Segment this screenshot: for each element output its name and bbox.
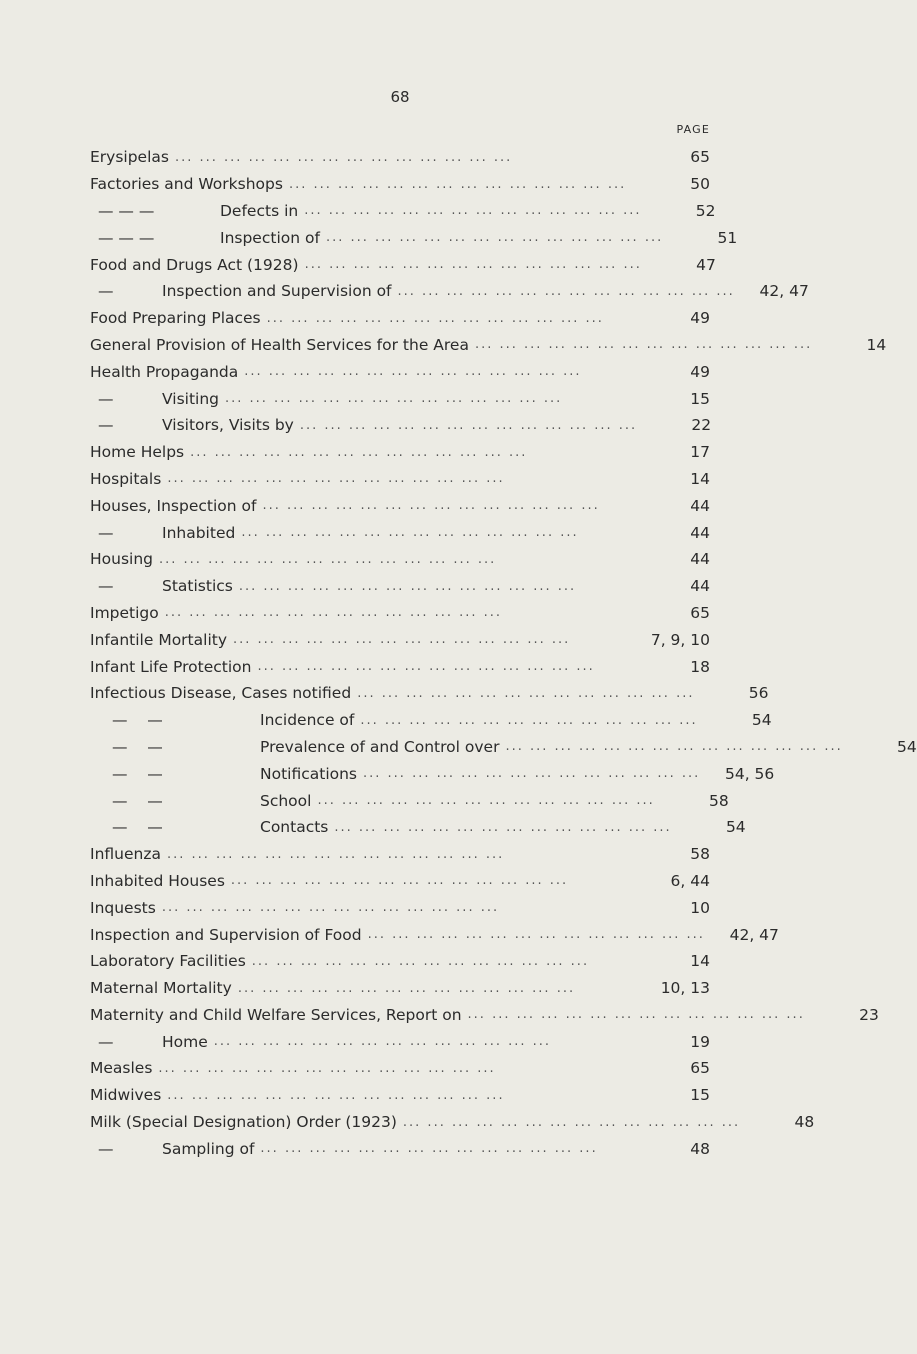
dot-leader: ... ... ... ... ... ... ... ... ... ... ... ... ... ... <box>505 739 843 755</box>
entry-page-numbers: 54, 56 <box>724 764 775 783</box>
dot-leader: ... ... ... ... ... ... ... ... ... ... ... ... ... ... <box>397 283 735 299</box>
dot-leader: ... ... ... ... ... ... ... ... ... ... ... ... ... ... <box>244 364 582 380</box>
index-entry <box>90 305 710 332</box>
entry-label: Home Helps <box>90 443 185 462</box>
dot-leader: ... ... ... ... ... ... ... ... ... ... ... ... ... ... <box>167 471 505 487</box>
entry-label: Health Propaganda <box>90 362 239 381</box>
entry-ditto-dash: — — — <box>98 228 155 247</box>
dot-leader: ... ... ... ... ... ... ... ... ... ... ... ... ... ... <box>317 793 655 809</box>
entry-label: Influenza <box>90 845 161 864</box>
entry-page-numbers: 51 <box>717 228 738 247</box>
entry-page-numbers: 17 <box>690 443 710 462</box>
index-entry <box>90 332 887 359</box>
dot-leader: ... ... ... ... ... ... ... ... ... ... ... ... ... ... <box>288 176 627 192</box>
entry-label: Infectious Disease, Cases notified <box>90 684 352 703</box>
entry-ditto-dash: — <box>98 1032 114 1051</box>
entry-page-numbers: 44 <box>690 523 710 542</box>
dot-leader: ... ... ... ... ... ... ... ... ... ... ... ... ... ... <box>237 980 576 996</box>
index-entry <box>90 492 710 519</box>
page-column-heading: PAGE <box>676 123 710 136</box>
dot-leader: ... ... ... ... ... ... ... ... ... ... ... ... ... ... <box>402 1114 741 1130</box>
entry-page-numbers: 47 <box>696 255 716 274</box>
index-entry <box>90 760 775 787</box>
entry-label: Maternity and Child Welfare Services, Report on <box>90 1005 462 1024</box>
index-entry <box>90 680 769 707</box>
entry-label: Statistics <box>162 577 233 596</box>
entry-label: Laboratory Facilities <box>90 952 246 971</box>
entry-label: Inspection of <box>220 228 320 247</box>
index-entry <box>90 1028 710 1055</box>
entry-label: Sampling of <box>162 1139 255 1158</box>
index-entry <box>90 841 710 868</box>
dot-leader: ... ... ... ... ... ... ... ... ... ... ... ... ... ... <box>238 578 577 594</box>
entry-page-numbers: 42, 47 <box>729 925 779 944</box>
index-entry <box>90 466 710 493</box>
entry-label: Infantile Mortality <box>90 630 227 649</box>
dot-leader: ... ... ... ... ... ... ... ... ... ... ... ... ... ... <box>241 525 579 541</box>
index-entry <box>90 921 779 948</box>
entry-label: Home <box>162 1032 208 1051</box>
index-entry <box>90 439 710 466</box>
entry-page-numbers: 52 <box>695 201 716 220</box>
entry-page-numbers: 54 <box>751 711 772 730</box>
page-number: 68 <box>390 88 410 106</box>
dot-leader: ... ... ... ... ... ... ... ... ... ... ... ... ... ... <box>161 900 500 916</box>
index-entry <box>90 868 710 895</box>
dot-leader: ... ... ... ... ... ... ... ... ... ... ... ... ... ... <box>158 1060 496 1076</box>
entry-page-numbers: 65 <box>690 1059 710 1078</box>
entry-page-numbers: 48 <box>690 1139 710 1158</box>
entry-label: Inspection and Supervision of <box>162 282 392 301</box>
dot-leader: ... ... ... ... ... ... ... ... ... ... ... ... ... ... <box>251 953 590 969</box>
entry-label: Visiting <box>162 389 219 408</box>
dot-leader: ... ... ... ... ... ... ... ... ... ... ... ... ... ... <box>167 1087 505 1103</box>
entry-label: Food and Drugs Act (1928) <box>90 255 299 274</box>
dot-leader: ... ... ... ... ... ... ... ... ... ... ... ... ... ... <box>213 1034 552 1050</box>
entry-page-numbers: 44 <box>690 550 710 569</box>
entry-page-numbers: 65 <box>690 603 710 622</box>
dot-leader: ... ... ... ... ... ... ... ... ... ... ... ... ... ... <box>363 766 701 782</box>
index-entry <box>90 787 729 814</box>
entry-label: Notifications <box>260 764 358 783</box>
entry-label: Midwives <box>90 1086 162 1105</box>
entry-page-numbers: 10, 13 <box>660 979 710 998</box>
entry-label: Houses, Inspection of <box>90 496 257 515</box>
dot-leader: ... ... ... ... ... ... ... ... ... ... ... ... ... ... <box>225 391 563 407</box>
entry-label: Visitors, Visits by <box>162 416 294 435</box>
index-entry <box>90 1055 710 1082</box>
dot-leader: ... ... ... ... ... ... ... ... ... ... ... ... ... ... <box>367 927 705 942</box>
entry-label: Measles <box>90 1059 153 1078</box>
entry-page-numbers: 58 <box>690 845 710 864</box>
entry-page-numbers: 14 <box>690 469 710 488</box>
dot-leader: ... ... ... ... ... ... ... ... ... ... ... ... ... ... <box>266 310 604 326</box>
entry-page-numbers: 56 <box>748 684 769 703</box>
entry-page-numbers: 58 <box>709 791 729 810</box>
entry-page-numbers: 48 <box>794 1113 815 1132</box>
dot-leader: ... ... ... ... ... ... ... ... ... ... ... ... ... ... <box>164 605 503 621</box>
index-entry <box>90 358 710 385</box>
entry-page-numbers: 10 <box>690 898 710 917</box>
entry-label: Defects in <box>220 201 299 220</box>
entry-page-numbers: 49 <box>690 362 710 381</box>
entry-ditto-dash: — <box>98 282 114 301</box>
index-entry <box>90 171 710 198</box>
index-entry <box>90 385 710 412</box>
entry-page-numbers: 50 <box>690 175 710 194</box>
dot-leader: ... ... ... ... ... ... ... ... ... ... ... ... ... ... <box>166 846 505 862</box>
index-entry <box>90 224 738 251</box>
entry-label: Food Preparing Places <box>90 309 261 328</box>
entry-label: Maternal Mortality <box>90 979 232 998</box>
index-entry <box>90 1135 710 1162</box>
entry-page-numbers: 44 <box>690 577 710 596</box>
entry-ditto-dash: — — — <box>98 201 155 220</box>
entry-label: Incidence of <box>260 711 355 730</box>
entry-page-numbers: 7, 9, 10 <box>650 630 710 649</box>
entry-ditto-dash: — — <box>112 737 163 756</box>
index-entry <box>90 707 772 734</box>
index-entry <box>90 814 746 841</box>
entry-page-numbers: 15 <box>690 389 710 408</box>
dot-leader: ... ... ... ... ... ... ... ... ... ... ... ... ... ... <box>230 873 569 889</box>
entry-label: Inhabited <box>162 523 236 542</box>
entry-label: Inhabited Houses <box>90 871 225 890</box>
index-entry <box>90 734 917 761</box>
index-entry <box>90 653 710 680</box>
entry-label: Impetigo <box>90 603 159 622</box>
dot-leader: ... ... ... ... ... ... ... ... ... ... ... ... ... ... <box>190 444 528 460</box>
entry-page-numbers: 54 <box>725 818 746 837</box>
entry-page-numbers: 6, 44 <box>670 871 710 890</box>
dot-leader: ... ... ... ... ... ... ... ... ... ... ... ... ... ... <box>257 659 595 675</box>
index-entry <box>90 519 710 546</box>
entry-label: Contacts <box>260 818 329 837</box>
index-entry <box>90 573 710 600</box>
index-entry <box>90 198 716 225</box>
dot-leader: ... ... ... ... ... ... ... ... ... ... ... ... ... ... <box>260 1141 598 1157</box>
entry-page-numbers: 44 <box>690 496 710 515</box>
index-entry <box>90 546 710 573</box>
index-entry <box>90 1082 710 1109</box>
dot-leader: ... ... ... ... ... ... ... ... ... ... ... ... ... ... <box>357 685 695 701</box>
index-entry <box>90 1002 879 1029</box>
entry-ditto-dash: — — <box>112 791 163 810</box>
entry-page-numbers: 49 <box>690 309 710 328</box>
entry-page-numbers: 18 <box>690 657 710 676</box>
entry-page-numbers: 23 <box>859 1005 879 1024</box>
dot-leader: ... ... ... ... ... ... ... ... ... ... ... ... ... ... <box>325 230 664 246</box>
entry-ditto-dash: — <box>98 416 114 435</box>
entry-ditto-dash: — <box>98 1139 114 1158</box>
entry-page-numbers: 15 <box>690 1086 710 1105</box>
entry-page-numbers: 19 <box>690 1032 710 1051</box>
entry-ditto-dash: — — <box>112 764 163 783</box>
entry-ditto-dash: — — <box>112 711 163 730</box>
dot-leader: ... ... ... ... ... ... ... ... ... ... ... ... ... ... <box>467 1007 805 1023</box>
index-entry <box>90 600 710 627</box>
entry-ditto-dash: — <box>98 389 114 408</box>
entry-page-numbers: 22 <box>691 416 712 435</box>
entry-label: Milk (Special Designation) Order (1923) <box>90 1113 397 1132</box>
entry-page-numbers: 54 <box>897 737 917 756</box>
dot-leader: ... ... ... ... ... ... ... ... ... ... ... ... ... ... <box>360 712 698 728</box>
entry-label: Factories and Workshops <box>90 175 283 194</box>
dot-leader: ... ... ... ... ... ... ... ... ... ... ... ... ... ... <box>262 498 600 514</box>
dot-leader: ... ... ... ... ... ... ... ... ... ... ... ... ... ... <box>304 203 642 219</box>
entry-label: School <box>260 791 312 810</box>
index-entries <box>90 144 917 1162</box>
entry-page-numbers: 14 <box>690 952 710 971</box>
index-entry <box>90 278 809 305</box>
entry-page-numbers: 65 <box>690 148 710 167</box>
entry-label: Housing <box>90 550 154 569</box>
dot-leader: ... ... ... ... ... ... ... ... ... ... ... ... ... ... <box>299 417 638 433</box>
index-entry <box>90 948 710 975</box>
index-entry <box>90 894 710 921</box>
dot-leader: ... ... ... ... ... ... ... ... ... ... ... ... ... ... <box>174 149 513 165</box>
entry-label: Erysipelas <box>90 148 169 167</box>
dot-leader: ... ... ... ... ... ... ... ... ... ... ... ... ... ... <box>233 632 571 648</box>
entry-ditto-dash: — — <box>112 818 163 837</box>
entry-label: General Provision of Health Services for the Area <box>90 335 469 354</box>
entry-ditto-dash: — <box>98 523 114 542</box>
index-entry <box>90 1109 815 1136</box>
entry-label: Inquests <box>90 898 156 917</box>
index-entry <box>90 975 710 1002</box>
entry-ditto-dash: — <box>98 577 114 596</box>
index-entry <box>90 412 710 439</box>
dot-leader: ... ... ... ... ... ... ... ... ... ... ... ... ... ... <box>334 819 672 835</box>
index-entry <box>90 251 716 278</box>
entry-page-numbers: 14 <box>866 335 887 354</box>
entry-label: Infant Life Protection <box>90 657 252 676</box>
index-entry <box>90 626 710 653</box>
dot-leader: ... ... ... ... ... ... ... ... ... ... ... ... ... ... <box>474 337 813 353</box>
entry-page-numbers: 42, 47 <box>759 282 809 301</box>
dot-leader: ... ... ... ... ... ... ... ... ... ... ... ... ... ... <box>304 257 642 273</box>
entry-label: Prevalence of and Control over <box>260 737 500 756</box>
dot-leader: ... ... ... ... ... ... ... ... ... ... ... ... ... ... <box>159 551 497 567</box>
entry-label: Inspection and Supervision of Food <box>90 925 362 944</box>
index-entry <box>90 144 710 171</box>
entry-label: Hospitals <box>90 469 162 488</box>
